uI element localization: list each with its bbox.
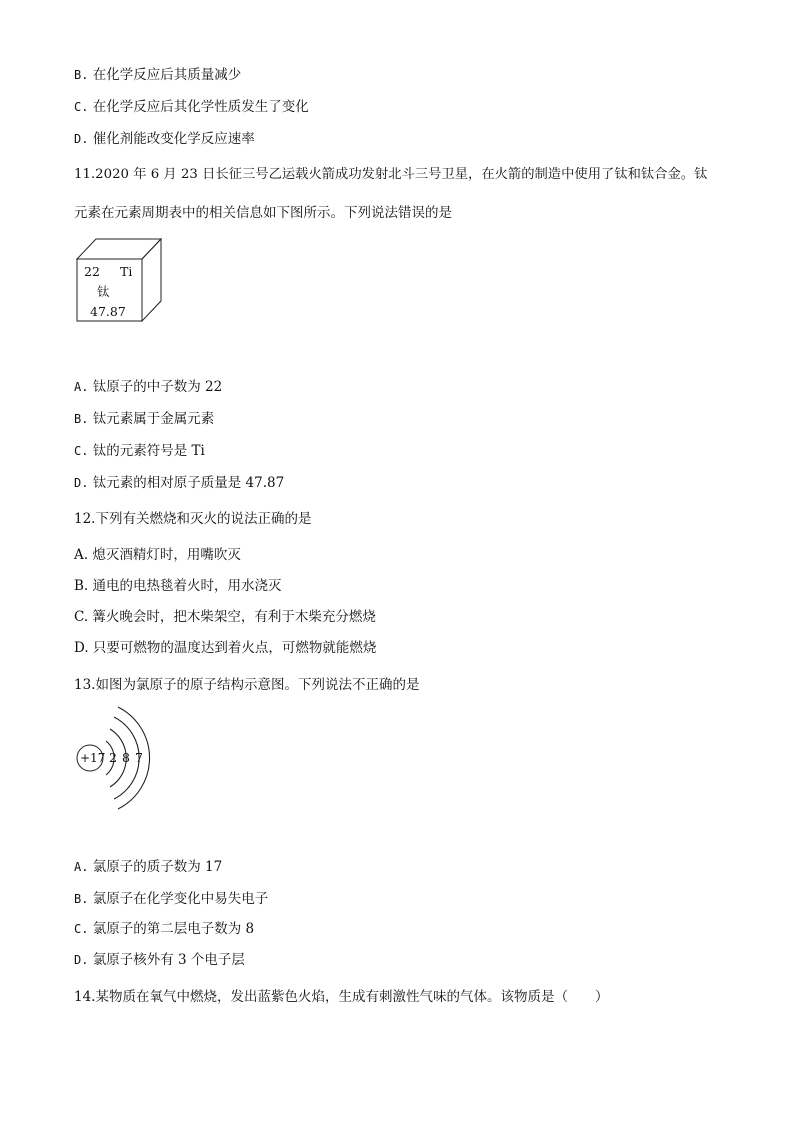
option-letter: A.: [74, 860, 89, 874]
nucleus-charge: +17: [80, 751, 106, 765]
option-text: 在化学反应后其化学性质发生了变化: [92, 99, 309, 115]
q11-stem-line2: 元素在元素周期表中的相关信息如下图所示。下列说法错误的是: [74, 205, 452, 221]
option-text: 钛的元素符号是 Ti: [92, 443, 205, 459]
q13-option-b: [74, 890, 268, 908]
chlorine-atom-diagram: [72, 703, 152, 813]
q13-option-c: [74, 920, 254, 938]
option-letter: D.: [74, 132, 89, 146]
option-letter: A.: [74, 380, 89, 394]
q13-stem: 13.如图为氯原子的原子结构示意图。下列说法不正确的是: [74, 677, 420, 693]
q12-option-a: A. 熄灭酒精灯时，用嘴吹灭: [74, 547, 241, 563]
option-text: 钛元素属于金属元素: [92, 411, 215, 427]
q10-option-d: [74, 130, 255, 148]
q12-option-b: B. 通电的电热毯着火时，用水浇灭: [74, 578, 282, 594]
q14-stem: 14.某物质在氧气中燃烧，发出蓝紫色火焰，生成有刺激性气味的气体。该物质是（ ）: [74, 989, 609, 1005]
element-name: 钛: [97, 284, 110, 299]
titanium-element-cell: [76, 237, 166, 324]
q12-option-d: D. 只要可燃物的温度达到着火点，可燃物就能燃烧: [74, 640, 377, 656]
atomic-mass: 47.87: [90, 304, 126, 319]
option-letter: B.: [74, 412, 89, 426]
option-text: 钛原子的中子数为 22: [92, 379, 223, 395]
atomic-number: 22: [84, 264, 100, 279]
option-letter: B.: [74, 892, 89, 906]
q11-option-d: [74, 474, 284, 492]
q10-option-c: [74, 98, 309, 116]
option-text: 氯原子在化学变化中易失电子: [92, 891, 269, 907]
shell-3-electrons: 7: [135, 750, 143, 765]
option-letter: C.: [74, 100, 89, 114]
shell-1-electrons: 2: [109, 750, 117, 765]
option-letter: C.: [74, 922, 89, 936]
option-letter: D.: [74, 953, 89, 967]
option-text: 氯原子核外有 3 个电子层: [92, 952, 245, 968]
option-text: 氯原子的质子数为 17: [92, 859, 223, 875]
option-letter: C.: [74, 444, 89, 458]
element-symbol: Ti: [120, 264, 133, 279]
q11-option-b: [74, 410, 214, 428]
option-text: 氯原子的第二层电子数为 8: [92, 921, 255, 937]
q13-option-a: [74, 858, 222, 876]
q13-option-d: [74, 951, 245, 969]
q11-option-c: [74, 442, 205, 460]
option-letter: B.: [74, 68, 89, 82]
shell-2-electrons: 8: [122, 750, 130, 765]
option-text: 催化剂能改变化学反应速率: [92, 131, 255, 147]
q10-option-b: [74, 66, 241, 84]
option-text: 在化学反应后其质量减少: [92, 67, 242, 83]
option-letter: D.: [74, 476, 89, 490]
q12-option-c: C. 篝火晚会时，把木柴架空，有利于木柴充分燃烧: [74, 609, 376, 625]
q11-stem-line1: 11.2020 年 6 月 23 日长征三号乙运载火箭成功发射北斗三号卫星，在火箭的制造中使用了钛和钛合金。钛: [74, 167, 708, 182]
q12-stem: 12.下列有关燃烧和灭火的说法正确的是: [74, 511, 312, 527]
option-text: 钛元素的相对原子质量是 47.87: [92, 475, 285, 491]
q11-option-a: [74, 378, 222, 396]
